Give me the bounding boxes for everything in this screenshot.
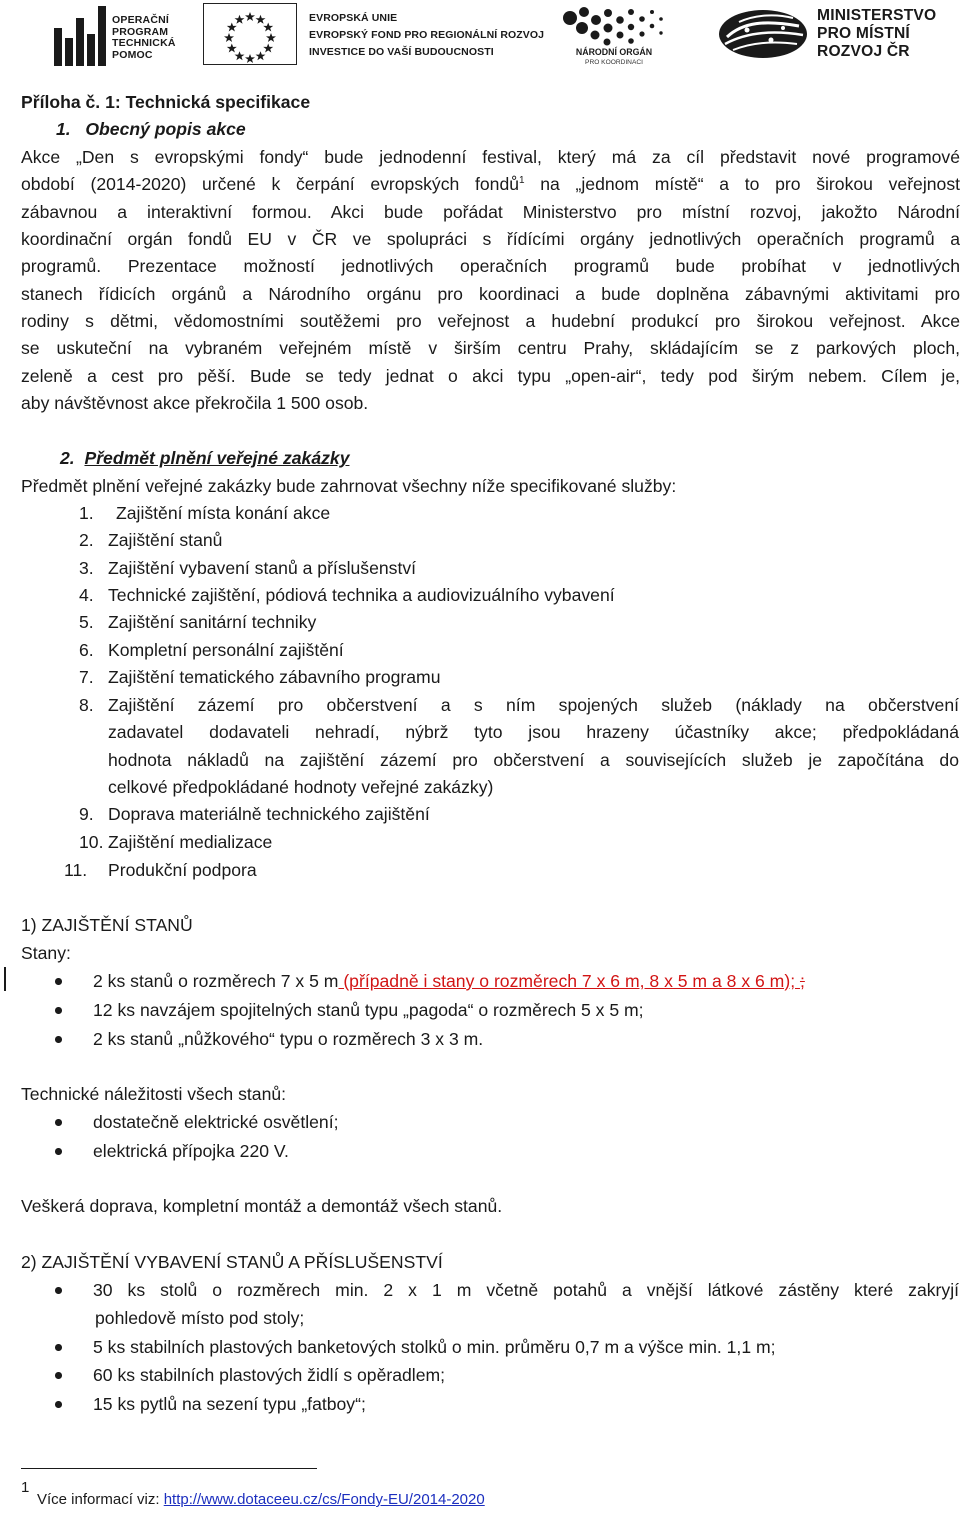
list-item: Zajištění vybavení stanů a příslušenství [108, 558, 417, 578]
bullet-icon [55, 1036, 62, 1043]
list-item-number: 1. [79, 503, 94, 523]
list-item-number: 8. [79, 695, 94, 715]
eu-stars-icon [204, 4, 296, 64]
list-item-number: 6. [79, 640, 94, 660]
footnote-separator [21, 1468, 317, 1469]
list-item-continued: zadavatel dodavateli nehradí, nýbrž tyto jsou hrazeny účastníky akce; předpokládaná [108, 722, 959, 742]
mmr-logo-text [817, 7, 936, 60]
optp-logo [54, 6, 196, 66]
section-2-heading [60, 448, 349, 468]
mmr-line: PRO MÍSTNÍ [817, 24, 910, 42]
optp-line: POMOC [112, 48, 153, 61]
section-1-title: Obecný popis akce [85, 119, 246, 139]
list-item: Zajištění sanitární techniky [108, 612, 317, 632]
mmr-line: ROZVOJ ČR [817, 42, 910, 60]
list-item-number: 11. [64, 860, 88, 880]
section-2-title: Předmět plnění veřejné zakázky [84, 448, 350, 468]
section-1-line: koordinační orgán fondů EU v ČR ve spolupráci s řídícími orgány jednotlivých operačních programů a [21, 229, 960, 249]
tents-bullet: 2 ks stanů „nůžkového“ typu o rozměrech 3 x 3 m. [93, 1029, 484, 1049]
eu-logo-text [309, 10, 544, 62]
noc-logo [560, 4, 668, 68]
tents-bullet-text: 2 ks stanů o rozměrech 7 x 5 m [93, 971, 339, 991]
section-1-number: 1. [56, 119, 71, 139]
inserted-revision-text: (případně i stany o rozměrech 7 x 6 m, 8 x 5 m a 8 x 6 m); [338, 971, 800, 991]
revision-change-bar [4, 967, 6, 991]
optp-line: TECHNICKÁ [112, 37, 176, 50]
section-1-line: aby návštěvnost akce překročila 1 500 osob. [21, 393, 369, 413]
tents-label: Stany: [21, 943, 71, 963]
section-2-intro: Předmět plnění veřejné zakázky bude zahrnovat všechny níže specifikované služby: [21, 476, 677, 496]
section-1-text: období (2014-2020) určené k čerpání evropských fondů [21, 174, 520, 194]
section-1-line: rodiny s dětmi, vědomostními soutěžemi pro veřejnost a hudební produkcí pro širokou veřejnost. Akce [21, 311, 960, 331]
list-item: Doprava materiálně technického zajištění [108, 804, 430, 824]
list-item-number: 4. [79, 585, 94, 605]
tents-heading: 1) ZAJIŠTĚNÍ STANŮ [21, 915, 193, 935]
list-item: Produkční podpora [108, 860, 257, 880]
noc-dots-icon [560, 4, 668, 48]
section-1-line [21, 174, 960, 194]
bullet-icon [55, 1372, 62, 1379]
section-1-text: na „jednom místě“ a to pro širokou veřejnost [540, 174, 960, 194]
list-item-number: 10. [79, 832, 104, 852]
section-1-line: Akce „Den s evropskými fondy“ bude jednodenní festival, který má za cíl představit nové programové [21, 147, 960, 167]
list-item-number: 3. [79, 558, 94, 578]
list-item-number: 9. [79, 804, 94, 824]
tech-requirements-heading: Technické náležitosti všech stanů: [21, 1084, 287, 1104]
logo-bar [0, 0, 960, 72]
equipment-bullet-continued: pohledově místo pod stoly; [95, 1308, 305, 1328]
eu-line: EVROPSKÁ UNIE [309, 12, 398, 24]
mmr-emblem-icon [713, 4, 813, 64]
footnote-link[interactable]: http://www.dotaceeu.cz/cs/Fondy-EU/2014-2020 [163, 1491, 485, 1508]
footnote-ref[interactable]: 1 [519, 175, 525, 186]
bullet-icon [55, 1119, 62, 1126]
optp-line: OPERAČNÍ [112, 14, 170, 26]
section-1-line: zábavnou a interaktivní formou. Akci bude pořádat Ministerstvo pro místní rozvoj, jakožto Národní [21, 202, 960, 222]
noc-logo-sub: PRO KOORDINACI [585, 59, 643, 66]
list-item: Zajištění místa konání akce [116, 503, 331, 523]
section-1-line: programů. Prezentace možností jednotlivých operačních programů bude probíhat v jednotlivých [21, 256, 960, 276]
bullet-icon [55, 1287, 62, 1294]
list-item: Kompletní personální zajištění [108, 640, 344, 660]
footnote-text: Více informací viz: [37, 1491, 164, 1508]
eu-line: EVROPSKÝ FOND PRO REGIONÁLNÍ ROZVOJ [309, 29, 545, 42]
tents-bullet [93, 971, 805, 991]
equipment-bullet: 30 ks stolů o rozměrech min. 2 x 1 m včetně potahů a vnější látkové zástěny které zakryjí [93, 1280, 959, 1300]
bullet-icon [55, 1148, 62, 1155]
optp-bars-icon [54, 6, 108, 66]
mmr-logo [713, 4, 938, 64]
equipment-bullet: 5 ks stabilních plastových banketových stolků o min. průměru 0,7 m a výšce min. 1,1 m; [93, 1337, 776, 1357]
transport-note: Veškerá doprava, kompletní montáž a demontáž všech stanů. [21, 1196, 503, 1216]
section-1-line: stanech řídicích orgánů a Národního orgánu pro koordinaci a bude doplněna zábavnými aktivitami pro [21, 284, 960, 304]
equipment-heading: 2) ZAJIŠTĚNÍ VYBAVENÍ STANŮ A PŘÍSLUŠENSTVÍ [21, 1252, 443, 1272]
tents-bullet: 12 ks navzájem spojitelných stanů typu „pagoda“ o rozměrech 5 x 5 m; [93, 1000, 644, 1020]
list-item: Zajištění stanů [108, 530, 223, 550]
deleted-revision-text: ; [799, 971, 805, 991]
tech-bullet: elektrická přípojka 220 V. [93, 1141, 289, 1161]
section-1-line: se uskuteční na vybraném veřejném místě v širším centru Prahy, skládajícím se z parkových ploch, [21, 338, 960, 358]
noc-logo-name: NÁRODNÍ ORGÁN [575, 47, 653, 57]
list-item-number: 2. [79, 530, 94, 550]
optp-logo-text [112, 15, 176, 61]
list-item-number: 5. [79, 612, 94, 632]
list-item: Zajištění zázemí pro občerstvení a s ním spojených služeb (náklady na občerstvení [108, 695, 959, 715]
list-item: Technické zajištění, pódiová technika a audiovizuálního vybavení [108, 585, 615, 605]
footnote-number: 1 [21, 1479, 30, 1496]
tech-bullet: dostatečně elektrické osvětlení; [93, 1112, 339, 1132]
bullet-icon [55, 1344, 62, 1351]
eu-flag-logo [203, 3, 297, 65]
list-item-continued: hodnota nákladů na zajištění zázemí pro občerstvení a souvisejících služeb je započítána do [108, 750, 959, 770]
bullet-icon [55, 978, 62, 985]
page-title: Příloha č. 1: Technická specifikace [21, 92, 311, 112]
equipment-bullet: 60 ks stabilních plastových židlí s opěradlem; [93, 1365, 446, 1385]
list-item-continued: celkové předpokládané hodnoty veřejné zakázky) [108, 777, 494, 797]
bullet-icon [55, 1401, 62, 1408]
section-2-number: 2. [60, 448, 75, 468]
bullet-icon [55, 1007, 62, 1014]
section-1-line: zeleně a cest pro pěší. Bude se tedy jednat o akci typu „open-air“, tedy pod širým nebem. Cílem je, [21, 366, 960, 386]
eu-line: INVESTICE DO VAŠÍ BUDOUCNOSTI [309, 46, 494, 59]
list-item-number: 7. [79, 667, 94, 687]
list-item: Zajištění medializace [108, 832, 273, 852]
footnote [37, 1492, 485, 1508]
list-item: Zajištění tematického zábavního programu [108, 667, 441, 687]
mmr-line: MINISTERSTVO [817, 7, 937, 24]
section-1-heading [56, 119, 246, 139]
equipment-bullet: 15 ks pytlů na sezení typu „fatboy“; [93, 1394, 366, 1414]
optp-line: PROGRAM [112, 25, 169, 38]
